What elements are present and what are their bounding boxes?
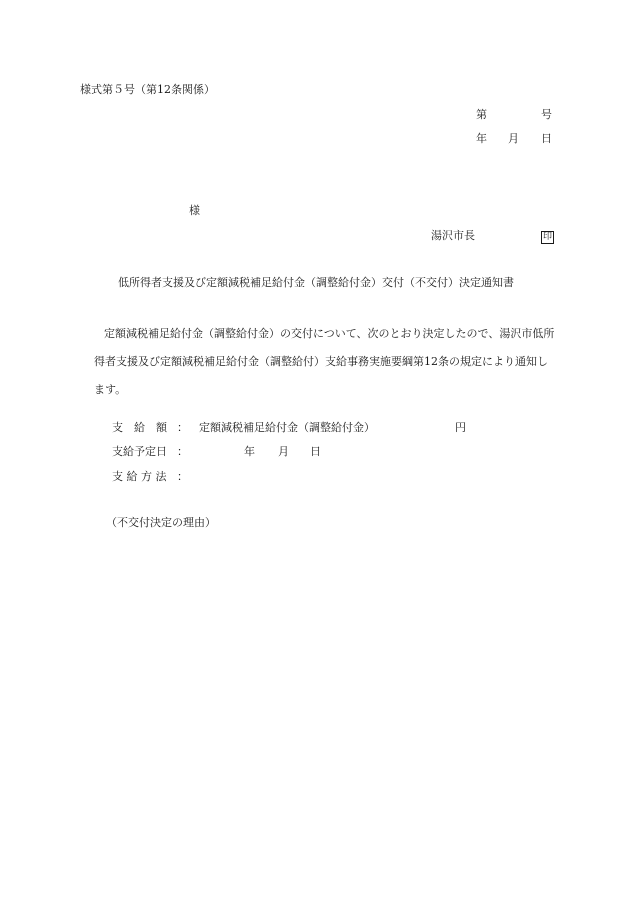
seal-stamp [541, 229, 554, 244]
doc-number-prefix: 第 [476, 108, 487, 121]
body-paragraph [94, 320, 556, 404]
date-year: 年 [476, 132, 487, 145]
schedule-month: 月 [278, 445, 289, 458]
recipient-honorific: 様 [189, 204, 200, 217]
amount-unit: 円 [455, 421, 466, 434]
amount-colon: ： [177, 421, 188, 434]
schedule-year: 年 [244, 445, 255, 458]
doc-number-suffix: 号 [541, 108, 552, 121]
amount-value: 定額減税補足給付金（調整給付金） [199, 421, 375, 434]
form-number: 様式第５号（第12条関係） [80, 83, 215, 96]
method-label: 支 給 方 法 [112, 470, 167, 483]
document-title: 低所得者支援及び定額減税補足給付金（調整給付金）交付（不交付）決定通知書 [118, 276, 514, 289]
reason-label: （不交付決定の理由） [106, 516, 216, 529]
amount-label: 支 給 額 [112, 421, 167, 434]
date-month: 月 [508, 132, 519, 145]
body-text: 定額減税補足給付金（調整給付金）の交付について、次のとおり決定したので、湯沢市低所得者支援及び定額減税補足給付金（調整給付）支給事務実施要綱第12条の規定により通知します。 [94, 327, 555, 396]
method-colon: ： [177, 470, 188, 483]
schedule-colon: ： [177, 445, 188, 458]
schedule-label: 支給予定日 [112, 445, 167, 458]
sender-name: 湯沢市長 [431, 229, 475, 242]
schedule-day: 日 [310, 445, 321, 458]
seal-icon: 印 [542, 232, 552, 242]
date-day: 日 [541, 132, 552, 145]
